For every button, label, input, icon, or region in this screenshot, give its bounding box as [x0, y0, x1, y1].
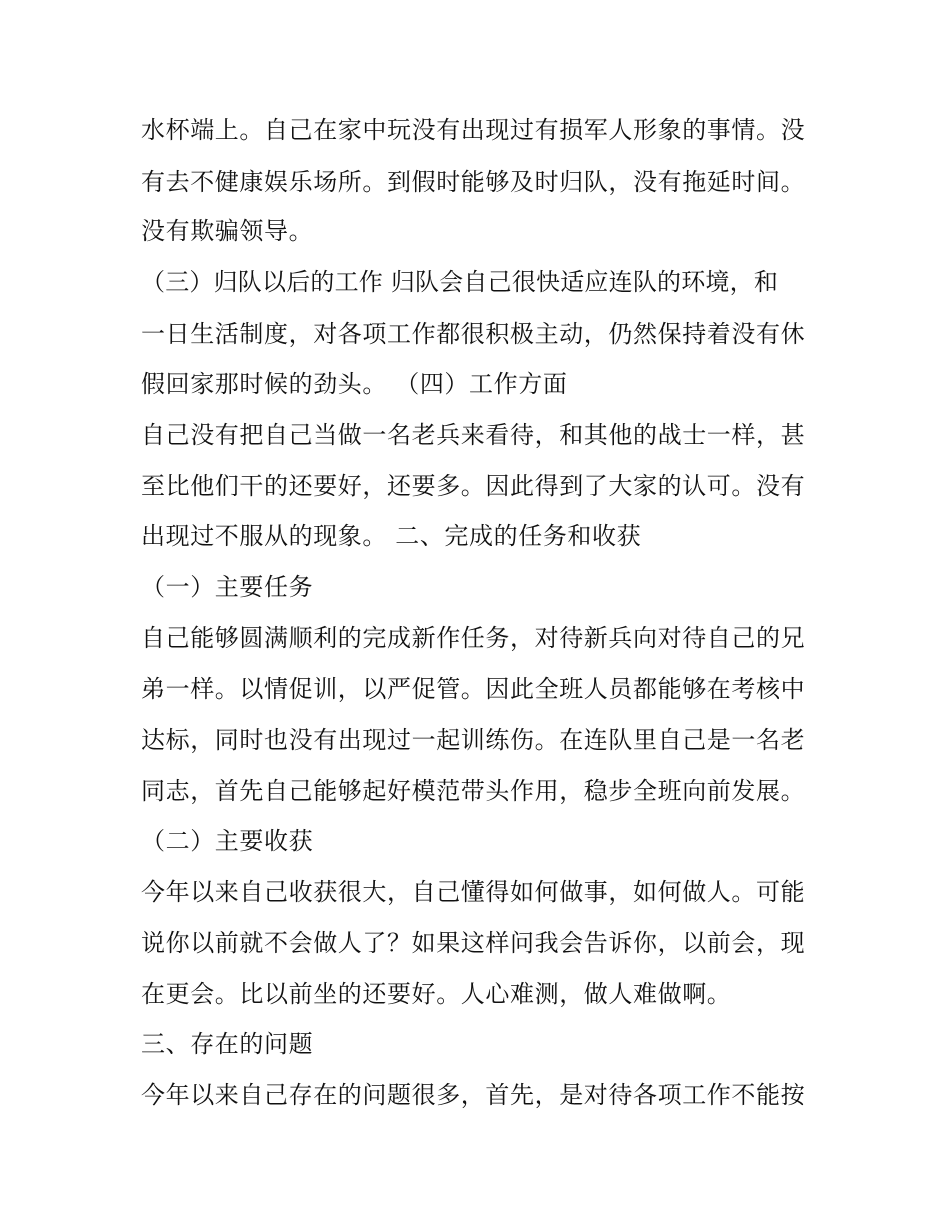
text-line: 一日生活制度，对各项工作都很积极主动，仍然保持着没有休 — [141, 320, 806, 348]
section-heading-line: （三）归队以后的工作 归队会自己很快适应连队的环境，和 — [141, 268, 779, 296]
subsection-heading: （一）主要任务 — [141, 573, 314, 601]
text-line: 达标，同时也没有出现过一起训练伤。在连队里自己是一名老 — [141, 726, 806, 754]
text-line: 有去不健康娱乐场所。到假时能够及时归队，没有拖延时间。 — [141, 168, 806, 196]
text-line: 说你以前就不会做人了？如果这样问我会告诉你，以前会，现 — [141, 929, 806, 957]
text-line: 在更会。比以前坐的还要好。人心难测，做人难做啊。 — [141, 980, 732, 1008]
text-line: 自己没有把自己当做一名老兵来看待，和其他的战士一样，甚 — [141, 421, 806, 449]
section-heading-line: 假回家那时候的劲头。 （四）工作方面 — [141, 370, 568, 398]
text-line: 同志，首先自己能够起好模范带头作用，稳步全班向前发展。 — [141, 777, 806, 805]
text-line: 今年以来自己存在的问题很多，首先，是对待各项工作不能按 — [141, 1081, 806, 1109]
text-line: 弟一样。以情促训，以严促管。因此全班人员都能够在考核中 — [141, 675, 806, 703]
text-line: 水杯端上。自己在家中玩没有出现过有损军人形象的事情。没 — [141, 116, 806, 144]
text-line: 至比他们干的还要好，还要多。因此得到了大家的认可。没有 — [141, 472, 806, 500]
text-line: 今年以来自己收获很大，自己懂得如何做事，如何做人。可能 — [141, 878, 806, 906]
section-heading: 三、存在的问题 — [141, 1030, 314, 1058]
subsection-heading: （二）主要收获 — [141, 827, 314, 855]
section-heading-line: 出现过不服从的现象。 二、完成的任务和收获 — [141, 522, 642, 550]
text-line: 自己能够圆满顺利的完成新作任务，对待新兵向对待自己的兄 — [141, 624, 806, 652]
text-line: 没有欺骗领导。 — [141, 217, 314, 245]
